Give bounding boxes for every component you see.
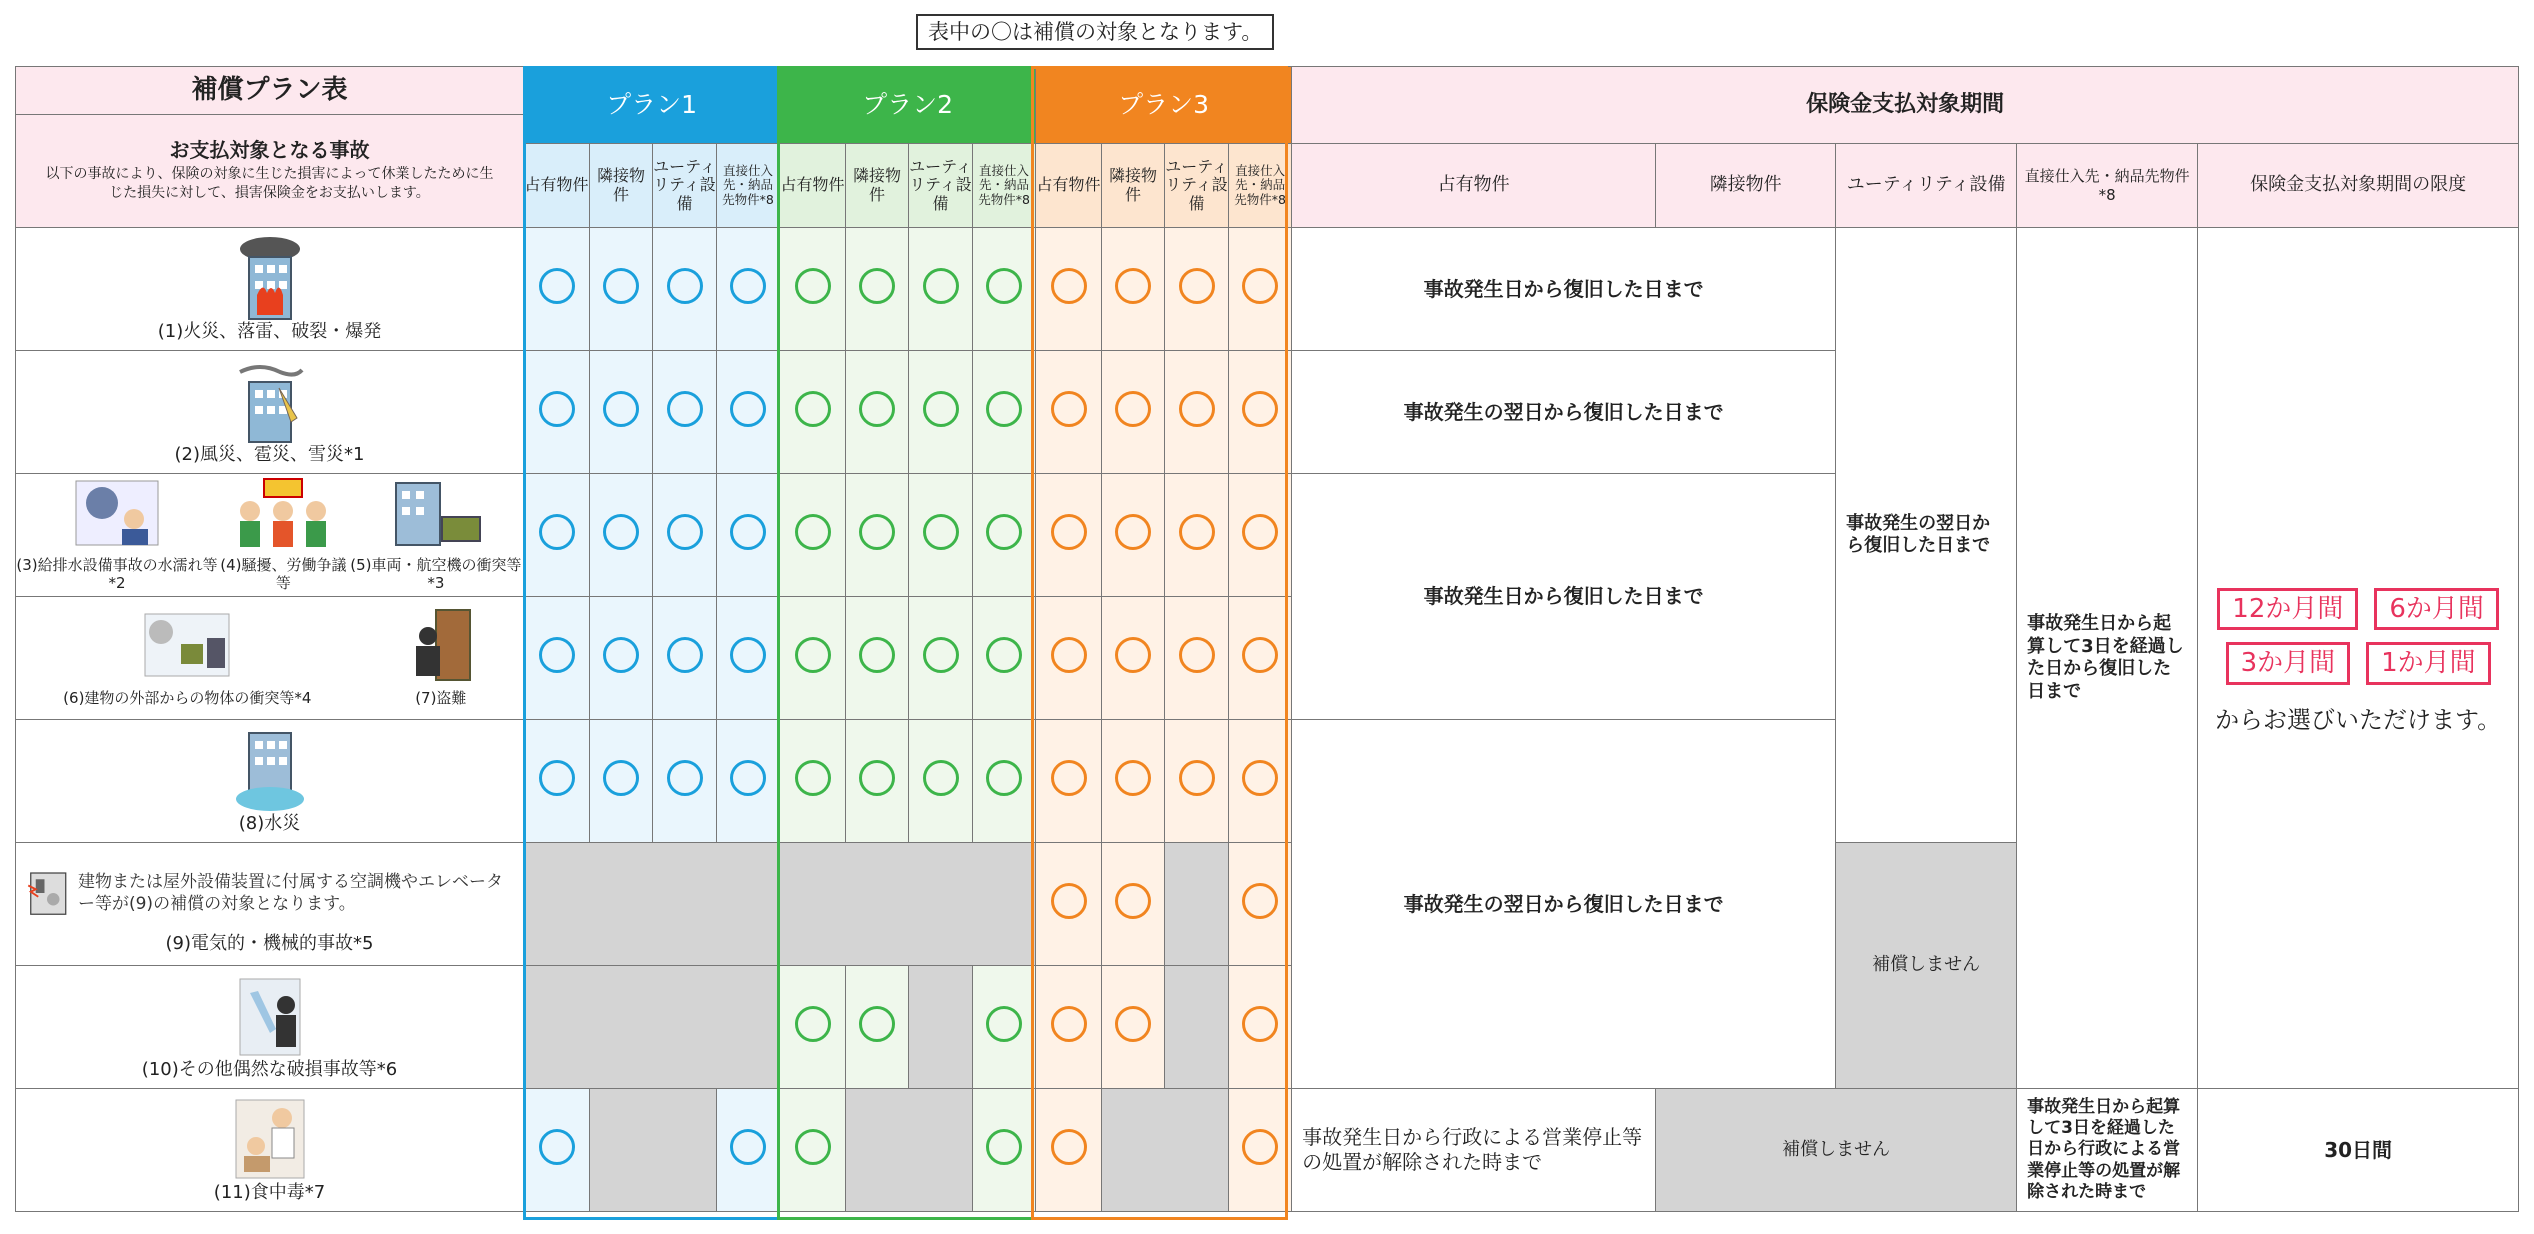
period-utility: 事故発生の翌日から復旧した日まで (1836, 228, 2017, 843)
covered-mark (1115, 760, 1151, 796)
p3-sub-neighbor: 隣接物件 (1102, 144, 1165, 228)
p1-sub-neighbor: 隣接物件 (590, 144, 653, 228)
p3-sub-supplier: 直接仕入先・納品先物件*8 (1229, 144, 1292, 228)
covered-mark (1051, 391, 1087, 427)
breakage-icon (230, 973, 310, 1059)
period-col-supplier: 直接仕入先・納品先物件*8 (2017, 144, 2198, 228)
fire-building-icon (235, 235, 305, 321)
p2-sub-utility: ユーティリティ設備 (909, 144, 973, 228)
p1-sub-occupied: 占有物件 (524, 144, 590, 228)
covered-mark (603, 514, 639, 550)
covered-mark (539, 760, 575, 796)
covered-mark (1242, 268, 1278, 304)
covered-mark (603, 637, 639, 673)
covered-mark (1115, 883, 1151, 919)
period-row5-7: 事故発生の翌日から復旧した日まで (1292, 720, 1836, 1089)
covered-mark (986, 1129, 1022, 1165)
accident-label: (4)騒擾、労働争議等 (220, 555, 347, 593)
storm-building-icon (235, 358, 305, 444)
covered-mark (667, 514, 703, 550)
covered-mark (859, 514, 895, 550)
accident-food-poisoning (16, 1089, 524, 1212)
covered-mark (730, 391, 766, 427)
covered-mark (730, 514, 766, 550)
electrical-desc: 建物または屋外設備装置に付属する空調機やエレベーター等が(9)の補償の対象となります。 (77, 871, 503, 914)
covered-mark (1242, 391, 1278, 427)
limit-option-badge: 1か月間 (2366, 642, 2491, 685)
food-period-not-covered: 補償しません (1656, 1089, 2017, 1212)
p2-sub-neighbor: 隣接物件 (846, 144, 909, 228)
covered-mark (923, 391, 959, 427)
plan1-header: プラン1 (524, 67, 780, 144)
utility-not-covered: 補償しません (1836, 843, 2017, 1089)
accident-label: (5)車両・航空機の衝突等*3 (350, 555, 522, 593)
covered-mark (730, 760, 766, 796)
covered-mark (539, 391, 575, 427)
not-covered-cell (909, 966, 973, 1089)
not-covered-cell (590, 1089, 717, 1212)
covered-mark (1179, 391, 1215, 427)
coverage-plan-table (15, 66, 2519, 1212)
p1-sub-utility: ユーティリティ設備 (653, 144, 717, 228)
covered-mark (1179, 760, 1215, 796)
covered-mark (539, 637, 575, 673)
food-period-occupied: 事故発生日から行政による営業停止等の処置が解除された時まで (1292, 1089, 1656, 1212)
accident-label: (8)水災 (238, 812, 301, 834)
covered-mark (859, 760, 895, 796)
p2-sub-occupied: 占有物件 (780, 144, 846, 228)
covered-mark (1115, 637, 1151, 673)
covered-mark (1179, 637, 1215, 673)
covered-mark (859, 637, 895, 673)
covered-mark (539, 514, 575, 550)
accident-electrical (16, 843, 524, 966)
accident-label: (7)盗難 (415, 688, 467, 707)
covered-mark (1051, 1129, 1087, 1165)
accident-description: 以下の事故により、保険の対象に生じた損害によって休業したために生じた損失に対して、損害保険金をお支払いします。 (45, 166, 494, 201)
limit-option-badge: 3か月間 (2226, 642, 2351, 685)
limit-suffix: からお選びいただけます。 (2215, 705, 2502, 734)
accident-label: (9)電気的・機械的事故*5 (165, 932, 374, 954)
covered-mark (986, 391, 1022, 427)
not-covered-cell (524, 966, 780, 1089)
covered-mark (539, 268, 575, 304)
covered-mark (1051, 637, 1087, 673)
period-header: 保険金支払対象期間 (1292, 67, 2519, 144)
period-limit (2198, 228, 2519, 1089)
covered-mark (859, 391, 895, 427)
not-covered-cell (1102, 1089, 1229, 1212)
riot-icon (228, 477, 338, 549)
covered-mark (1115, 1006, 1151, 1042)
accident-wind (16, 351, 524, 474)
covered-mark (795, 514, 831, 550)
period-col-limit: 保険金支払対象期間の限度 (2198, 144, 2519, 228)
covered-mark (1051, 883, 1087, 919)
object-collision-icon (137, 608, 237, 682)
covered-mark (986, 514, 1022, 550)
period-supplier: 事故発生日から起算して3日を経過した日から復旧した日まで (2017, 228, 2198, 1089)
electrical-fault-icon (22, 853, 72, 933)
accident-water-riot-vehicle (16, 474, 524, 597)
accident-label: (3)給排水設備事故の水濡れ等*2 (16, 555, 218, 593)
covered-mark (1051, 514, 1087, 550)
accident-header (16, 115, 524, 228)
not-covered-cell (524, 843, 780, 966)
p1-sub-supplier: 直接仕入先・納品先物件*8 (717, 144, 780, 228)
period-col-neighbor: 隣接物件 (1656, 144, 1836, 228)
covered-mark (1115, 391, 1151, 427)
covered-mark (1242, 1129, 1278, 1165)
covered-mark (1051, 760, 1087, 796)
limit-option-badge: 6か月間 (2374, 588, 2499, 631)
accident-heading: お支払対象となる事故 (169, 138, 370, 163)
period-col-utility: ユーティリティ設備 (1836, 144, 2017, 228)
covered-mark (1115, 268, 1151, 304)
vehicle-collision-icon (386, 477, 486, 549)
covered-mark (1242, 514, 1278, 550)
accident-fire (16, 228, 524, 351)
food-period-limit: 30日間 (2198, 1089, 2519, 1212)
covered-mark (1242, 1006, 1278, 1042)
accident-label: (6)建物の外部からの物体の衝突等*4 (63, 688, 312, 707)
covered-mark (603, 268, 639, 304)
covered-mark (795, 637, 831, 673)
covered-mark (667, 637, 703, 673)
plan2-header: プラン2 (780, 67, 1036, 144)
covered-mark (1115, 514, 1151, 550)
covered-mark (667, 268, 703, 304)
period-row34: 事故発生日から復旧した日まで (1292, 474, 1836, 720)
p3-sub-occupied: 占有物件 (1036, 144, 1102, 228)
period-col-occupied: 占有物件 (1292, 144, 1656, 228)
coverage-note: 表中の〇は補償の対象となります。 (916, 14, 1274, 50)
covered-mark (795, 1006, 831, 1042)
covered-mark (1242, 883, 1278, 919)
accident-breakage (16, 966, 524, 1089)
covered-mark (986, 637, 1022, 673)
covered-mark (859, 1006, 895, 1042)
covered-mark (1179, 514, 1215, 550)
period-row2: 事故発生の翌日から復旧した日まで (1292, 351, 1836, 474)
covered-mark (667, 760, 703, 796)
food-poisoning-icon (230, 1096, 310, 1182)
covered-mark (1242, 637, 1278, 673)
accident-object-theft (16, 597, 524, 720)
covered-mark (923, 268, 959, 304)
covered-mark (603, 760, 639, 796)
p2-sub-supplier: 直接仕入先・納品先物件*8 (973, 144, 1036, 228)
not-covered-cell (846, 1089, 973, 1212)
not-covered-cell (1165, 966, 1229, 1089)
food-period-supplier: 事故発生日から起算して3日を経過した日から行政による営業停止等の処置が解除された時まで (2017, 1089, 2198, 1212)
covered-mark (859, 268, 895, 304)
period-row1: 事故発生日から復旧した日まで (1292, 228, 1836, 351)
covered-mark (1051, 1006, 1087, 1042)
covered-mark (923, 760, 959, 796)
covered-mark (986, 268, 1022, 304)
p3-sub-utility: ユーティリティ設備 (1165, 144, 1229, 228)
covered-mark (730, 268, 766, 304)
covered-mark (1179, 268, 1215, 304)
covered-mark (795, 1129, 831, 1165)
covered-mark (795, 391, 831, 427)
accident-label: (2)風災、雹災、雪災*1 (174, 443, 365, 465)
covered-mark (603, 391, 639, 427)
plan3-header: プラン3 (1036, 67, 1292, 144)
accident-label: (1)火災、落雷、破裂・爆発 (157, 320, 382, 342)
covered-mark (923, 514, 959, 550)
covered-mark (986, 1006, 1022, 1042)
accident-label: (11)食中毒*7 (213, 1181, 326, 1203)
covered-mark (1242, 760, 1278, 796)
not-covered-cell (780, 843, 1036, 966)
covered-mark (539, 1129, 575, 1165)
accident-label: (10)その他偶然な破損事故等*6 (141, 1058, 398, 1080)
covered-mark (730, 1129, 766, 1165)
covered-mark (986, 760, 1022, 796)
flood-building-icon (235, 727, 305, 813)
limit-option-badge: 12か月間 (2217, 588, 2358, 631)
covered-mark (667, 391, 703, 427)
covered-mark (795, 268, 831, 304)
accident-flood (16, 720, 524, 843)
covered-mark (923, 637, 959, 673)
theft-icon (406, 608, 476, 682)
covered-mark (1051, 268, 1087, 304)
water-leak-icon (72, 477, 162, 549)
plan-table-title: 補償プラン表 (16, 67, 524, 115)
covered-mark (730, 637, 766, 673)
not-covered-cell (1165, 843, 1229, 966)
covered-mark (795, 760, 831, 796)
